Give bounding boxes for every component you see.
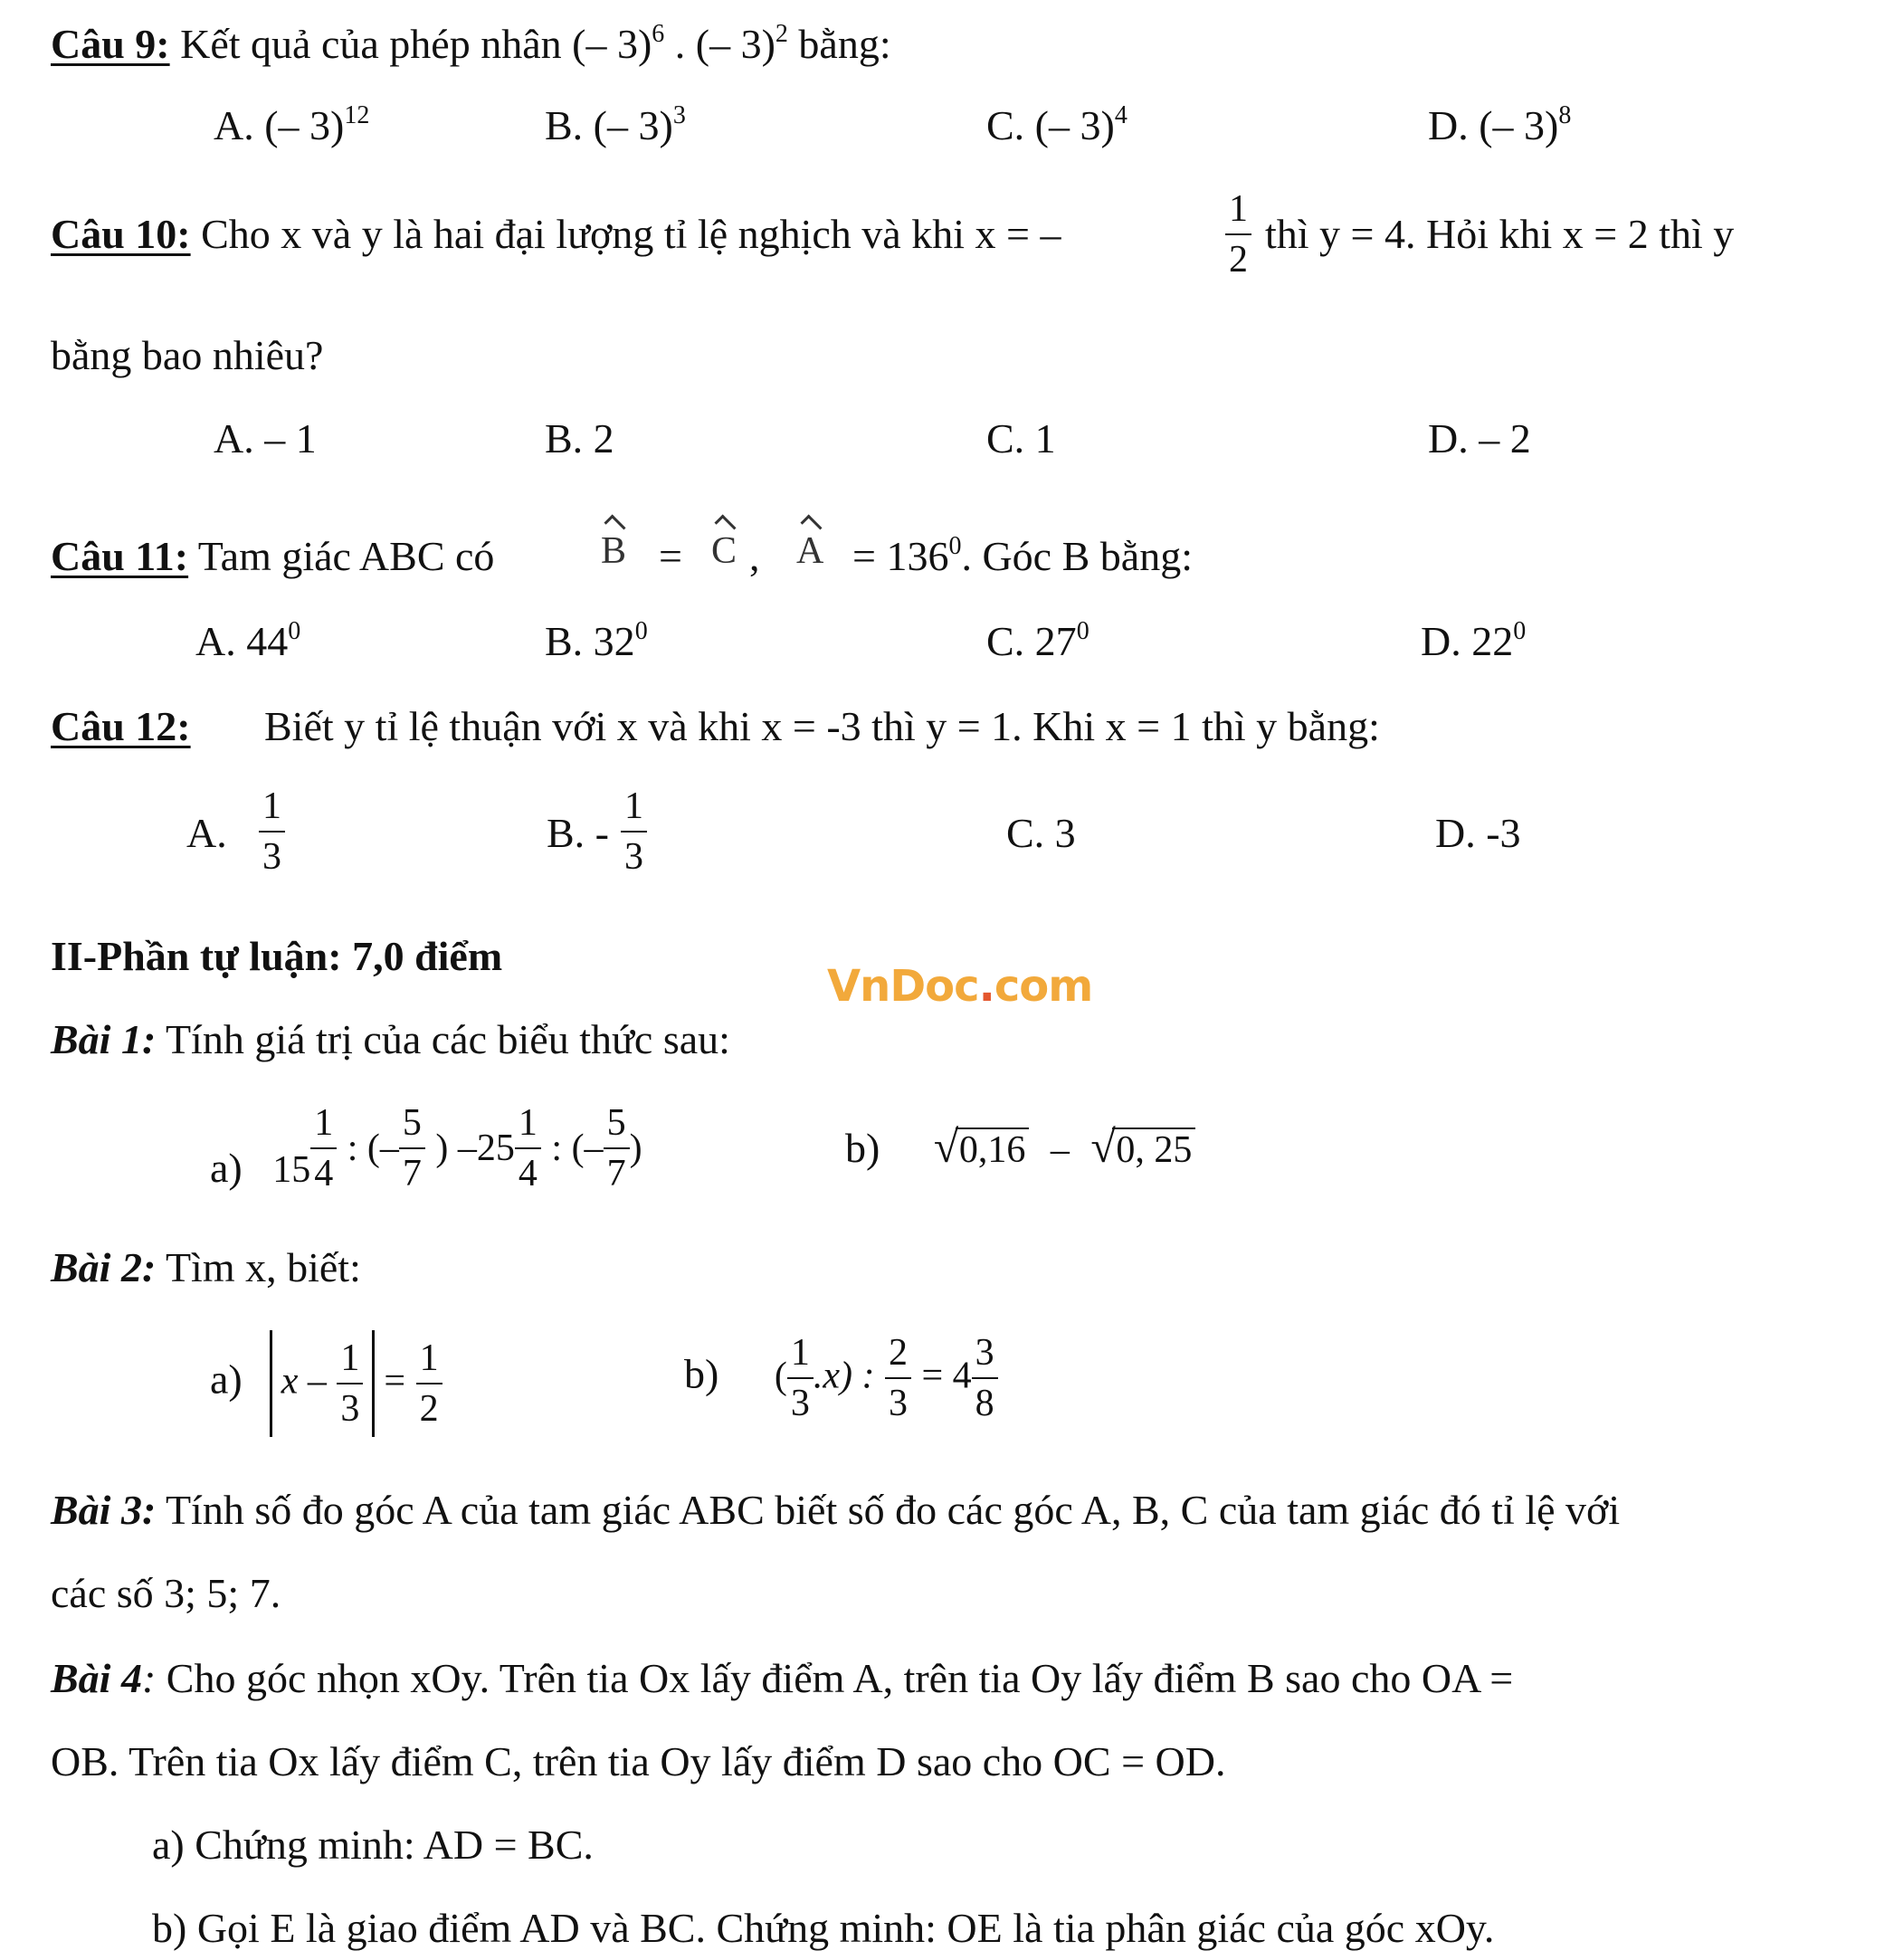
vndoc-watermark-logo: VnDoc.com [827, 961, 1093, 1012]
question-10-text-2: thì y = 4. Hỏi khi x = 2 thì y [1265, 211, 1735, 257]
question-10-text-1: Cho x và y là hai đại lượng tỉ lệ nghịch và khi x = – [201, 211, 1061, 257]
exercise-3-text-2: các số 3; 5; 7. [51, 1570, 281, 1616]
exercise-2-label: Bài 2: [51, 1244, 157, 1290]
q11-option-d: D. $22^0$ [1421, 617, 1527, 664]
q10-fraction: $\frac{1}{2}$ [1225, 190, 1251, 279]
exercise-2b-equation: b) ( $\frac{1}{3}$ .x) : $\frac{2}{3}$ = 4 $\frac{3}{8}$ [684, 1334, 998, 1422]
exercise-4b: b) Gọi E là giao điểm AD và BC. Chứng minh: OE là tia phân giác của góc xOy. [152, 1905, 1495, 1951]
angle-b: B [601, 530, 627, 572]
q9-option-b: B. (– 3)$^3$ [545, 101, 686, 148]
question-10 [51, 211, 1061, 257]
question-10-text-3: bằng bao nhiêu? [51, 332, 324, 378]
exercise-2-text: Tìm x, biết: [156, 1244, 361, 1290]
exercise-1b-expression: b) √ 0,16 – √ 0, 25 [845, 1127, 1195, 1169]
q10-option-a: A. – 1 [214, 415, 317, 461]
q9-option-a: A. (– 3)$^{12}$ [214, 101, 370, 148]
question-9-label: Câu 9: [51, 21, 170, 67]
q10-option-b: B. 2 [545, 415, 614, 461]
exercise-1-label: Bài 1: [51, 1016, 157, 1062]
q11-option-c: C. $27^0$ [986, 617, 1089, 664]
exercise-2 [51, 1244, 361, 1290]
exercise-2a-equation: a) x – $\frac{1}{3}$ = $\frac{1}{2}$ [210, 1330, 442, 1437]
exercise-4a: a) Chứng minh: AD = BC. [152, 1822, 594, 1868]
angle-equals: = [659, 533, 682, 579]
exercise-1 [51, 1016, 730, 1062]
question-12-label: Câu 12: [51, 703, 191, 749]
question-9-text: Kết quả của phép nhân (– 3)$^6$ . (– 3)$^2$ bằng: [180, 20, 891, 67]
q12-option-b-label: B. - [547, 810, 609, 856]
exercise-4: Bài 4: Cho góc nhọn xOy. Trên tia Ox lấy điểm A, trên tia Oy lấy điểm B sao cho OA = [51, 1655, 1514, 1701]
q12-option-a-label: A. [186, 810, 227, 856]
angle-comma: , [749, 533, 760, 579]
question-11-text-1: Tam giác ABC có [197, 533, 495, 579]
angle-c: C [711, 530, 737, 572]
q12-option-d: D. -3 [1435, 810, 1521, 856]
question-12-text: Biết y tỉ lệ thuận với x và khi x = -3 thì y = 1. Khi x = 1 thì y bằng: [264, 703, 1380, 749]
q11-option-b: B. $32^0$ [545, 617, 648, 664]
exercise-3 [51, 1489, 1620, 1531]
part-2-title: II-Phần tự luận: 7,0 điểm [51, 933, 503, 979]
exercise-4-text-2: OB. Trên tia Ox lấy điểm C, trên tia Oy lấy điểm D sao cho OC = OD. [51, 1738, 1226, 1784]
q12-option-b-fraction: $\frac{1}{3}$ [621, 787, 647, 876]
q10-option-c: C. 1 [986, 415, 1056, 461]
question-11 [51, 533, 495, 579]
question-9 [51, 20, 891, 67]
q9-option-d: D. (– 3)$^8$ [1428, 101, 1572, 148]
exercise-4-label: Bài 4 [51, 1655, 142, 1701]
question-10-label: Câu 10: [51, 211, 191, 257]
q12-option-a-fraction: $\frac{1}{3}$ [259, 787, 285, 876]
question-11-label: Câu 11: [51, 533, 189, 579]
q12-option-c: C. 3 [1006, 810, 1076, 856]
exercise-3-label: Bài 3: [51, 1487, 157, 1533]
exercise-3-text-1: Tính số đo góc A của tam giác ABC biết số đo các góc A, B, C của tam giác đó tỉ lệ với [156, 1487, 1621, 1533]
q10-option-d: D. – 2 [1428, 415, 1531, 461]
exercise-1a-expression: a) 15 $\frac{1}{4}$ : (– $\frac{5}{7}$ ) –25 $\frac{1}{4}$ : (– $\frac{5}{7}$ ) [210, 1102, 642, 1194]
question-11-text-2: = $136^0$. Góc B bằng: [852, 532, 1193, 579]
q11-option-a: A. $44^0$ [195, 617, 301, 664]
exercise-1-text: Tính giá trị của các biểu thức sau: [156, 1016, 730, 1062]
q9-option-c: C. (– 3)$^4$ [986, 101, 1128, 148]
question-12-label-wrap [51, 703, 191, 749]
exercise-4-text-1: Cho góc nhọn xOy. Trên tia Ox lấy điểm A, trên tia Oy lấy điểm B sao cho OA = [156, 1655, 1514, 1701]
angle-a: A [796, 530, 824, 572]
